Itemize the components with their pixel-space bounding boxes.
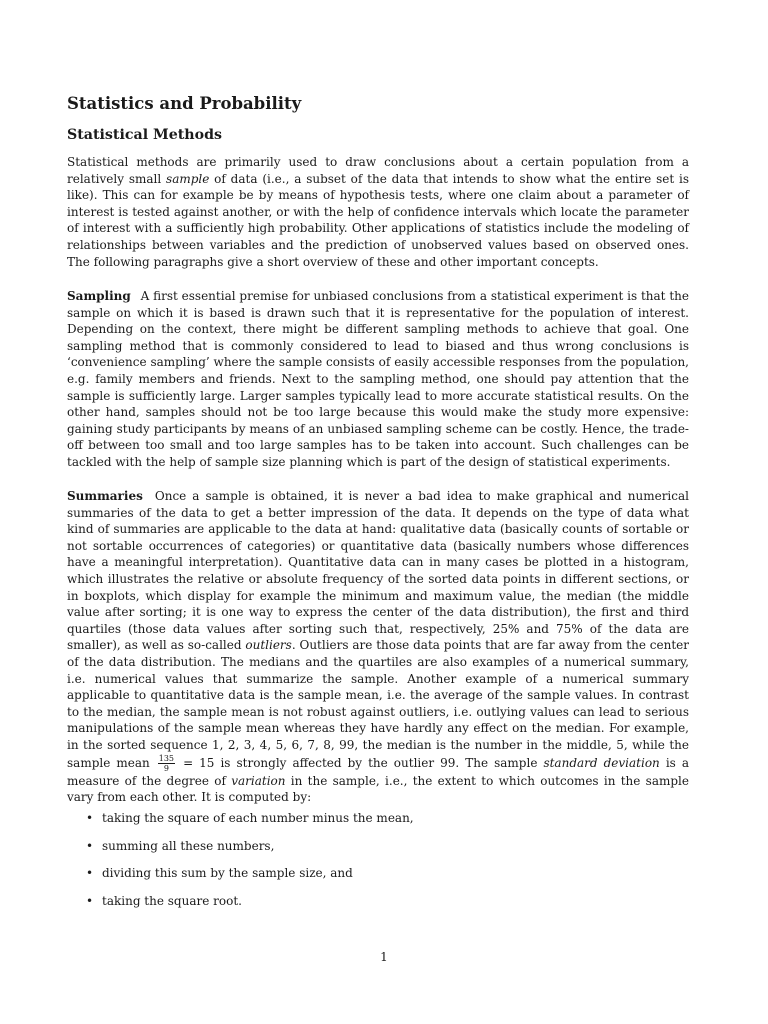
summaries-heading: Summaries	[67, 489, 143, 503]
section-title: Statistical Methods	[67, 127, 222, 143]
bullet-icon: •	[86, 894, 94, 909]
list-item: • dividing this sum by the sample size, and	[86, 866, 353, 881]
mean-fraction: $\frac{135}{9}$	[158, 753, 175, 773]
sampling-paragraph: Sampling A first essential premise for unbiased conclusions from a statistical experiment is that the sample on which it is based is drawn such that it is representative for the population of interest. Depending on the context, there might be different sampling methods to achieve that goal. One sampling method that is commonly considered to lead to biased and thus wrong conclusions is ‘convenience sampling’ where the sample consists of easily accessible responses from the population, e.g. family members and friends. Next to the sampling method, one should pay attention that the sample is sufficiently large. Larger samples typically lead to more accurate statistical results. On the other hand, samples should not be too large because this would make the study more expensive: gaining study participants by means of an unbiased sampling scheme can be costly. Hence, the trade-off between too small and too large samples has to be taken into account. Such challenges can be tackled with the help of sample size planning which is part of the design of statistical experiments.	[67, 289, 689, 469]
bullet-icon: •	[86, 838, 94, 853]
bullet-icon: •	[86, 811, 94, 825]
summaries-paragraph: Summaries Once a sample is obtained, it is never a bad idea to make graphical and numerical summaries of the data to get a better impression of the data. It depends on the type of data what kind of summaries are applicable to the data at hand: qualitative data (basically counts of sortable or not sortable occurrences of categories) or quantitative data (basically numbers whose differences have a meaningful interpretation). Quantitative data can in many cases be plotted in a histogram, which illustrates the relative or absolute frequency of the sorted data points in different sections, or in boxplots, which display for example the minimum and maximum value, the median (the middle value after sorting; it is one way to express the center of the data distribution), the first and third quartiles (those data values after sorting such that, respectively, 25% and 75% of the data are smaller), as well as so-called outliers. Outliers are those data points that are far away from the center of the data distribution. The medians and the quartiles are also examples of a numerical summary, i.e. numerical values that summarize the sample. Another example of a numerical summary applicable to quantitative data is the sample mean, i.e. the average of the sample values. In contrast to the median, the sample mean is not robust against outliers, i.e. outlying values can lead to serious manipulations of the sample mean whereas they have hardly any effect on the median. For example, in the sorted sequence 1, 2, 3, 4, 5, 6, 7, 8, 99, the median is the number in the middle, 5, while the sample mean $\frac{135}{9}$ = 15 is strongly affected by the outlier 99. The sample standard deviation is a measure of the degree of variation in the sample, i.e., the extent to which outcomes in the sample vary from each other. It is computed by:	[67, 489, 689, 805]
list-item: • taking the square root.	[86, 894, 242, 909]
steps-list	[86, 810, 414, 921]
page-title: Statistics and Probability	[67, 94, 302, 113]
bullet-icon: •	[86, 866, 94, 881]
sampling-heading: Sampling	[67, 289, 131, 303]
list-item: • taking the square of each number minus the mean,	[86, 811, 414, 825]
list-item: • summing all these numbers,	[86, 838, 275, 853]
intro-paragraph: Statistical methods are primarily used to draw conclusions about a certain population from a relatively small sample of data (i.e., a subset of the data that intends to show what the entire set is like). This can for example be by means of hypothesis tests, where one claim about a parameter of interest is tested against another, or with the help of confidence intervals which locate the parameter of interest with a sufficiently high probability. Other applications of statistics include the modeling of relationships between variables and the prediction of unobserved values based on observed ones. The following paragraphs give a short overview of these and other important concepts.	[67, 155, 690, 269]
page-number: 1	[380, 950, 388, 964]
